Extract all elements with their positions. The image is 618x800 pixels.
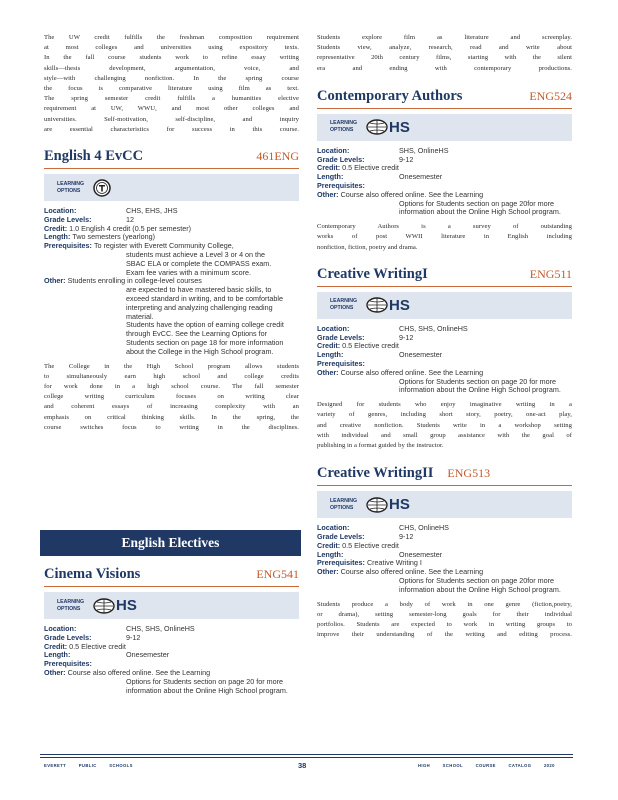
- course-code: 461ENG: [256, 149, 299, 164]
- learning-options-label: LEARNING OPTIONS: [57, 598, 85, 612]
- course-info: Location: CHS, OnlineHS Grade Levels: 9-12 Credit: 0.5 Elective credit Length: Onesemester Prerequisites: Creative Writing I Other: Course also offered online. See the Learning Options for Students section on page 20for more information about the Online High School program.: [317, 523, 561, 594]
- footer-rule: [40, 754, 573, 755]
- learning-options-box: [317, 292, 572, 319]
- course-header: [317, 266, 572, 287]
- course-header: [44, 148, 299, 169]
- course-code: ENG524: [529, 88, 572, 103]
- learning-options-label: LEARNING OPTIONS: [57, 180, 85, 194]
- page-number: 38: [298, 761, 307, 770]
- left-intro-paragraph: The UW credit fulfills the freshman composition requirement at most colleges and universities using expository texts. In the fall course students work to refine essay writing skills—thesis development, argumentation, voice, and style—with challenging nonfiction. In the spring course the focus is comparative literature using film as text. The spring semester credit fulfills a humanities elective requirement at UW, WWU, and most other colleges and universities. Self-motivation, self-discipline, and inquiry are essential characteristics for success in this course.: [44, 34, 299, 133]
- online-hs-label: HS: [389, 296, 410, 314]
- left-column: [44, 33, 299, 433]
- online-globe-icon: [93, 598, 115, 614]
- course-description: Contemporary Authors is a survey of outstanding works of post WWII literature in English including nonfiction, fiction, poetry and drama.: [317, 223, 572, 251]
- online-globe-icon: [366, 119, 388, 135]
- course-info: Location: CHS, SHS, OnlineHS Grade Levels: 9-12 Credit: 0.5 Elective credit Length: Onesemester Prerequisites: Other: Course also offered online. See the Learning Options for Students section on page 20 for more information about the Online High School program.: [44, 624, 288, 695]
- course-code: ENG513: [447, 466, 491, 481]
- footer-rule-thin: [40, 757, 573, 758]
- course-title: English 4 EvCC: [44, 148, 144, 165]
- learning-options-label: LEARNING OPTIONS: [330, 298, 358, 312]
- learning-options-box: [44, 592, 299, 619]
- learning-options-box: [317, 491, 572, 518]
- course-title: Creative WritingII: [317, 465, 434, 482]
- course-code: ENG541: [256, 567, 299, 581]
- online-globe-icon: [366, 497, 388, 513]
- online-hs-label: HS: [116, 597, 137, 614]
- online-globe-icon: [366, 297, 388, 313]
- course-title: Cinema Visions: [44, 566, 141, 582]
- course-info: Location: SHS, OnlineHS Grade Levels: 9-12 Credit: 0.5 Elective credit Length: Onesemester Prerequisites: Other: Course also offered online. See the Learning Options for Students section on page 20for more information about the Online High School program.: [317, 145, 561, 217]
- footer-right: HIGH SCHOOL COURSE CATALOG 2020: [418, 763, 555, 768]
- learning-options-label: LEARNING OPTIONS: [330, 497, 358, 511]
- footer-left: EVERETT PUBLIC SCHOOLS: [44, 763, 133, 768]
- course-contemporary-authors: [317, 88, 572, 253]
- right-column: [317, 33, 572, 640]
- course-creative-writing-1: [317, 266, 572, 451]
- course-title: Creative WritingI: [317, 265, 428, 282]
- course-header: [44, 566, 299, 587]
- cinema-description: Students explore film as literature and screenplay. Students view, analyze, research, read and write about representative 20th century films, starting with the silent era and ending with contemporary productions.: [317, 34, 572, 72]
- course-code: ENG511: [529, 266, 572, 281]
- online-hs-label: HS: [389, 496, 410, 514]
- learning-options-box: [317, 114, 572, 141]
- course-header: [317, 88, 572, 109]
- online-hs-label: HS: [389, 118, 410, 136]
- course-creative-writing-2: [317, 465, 572, 640]
- course-info: Location: CHS, EHS, JHS Grade Levels: 12 Credit: 1.0 English 4 credit (0.5 per semester) Length: Two semesters (yearlong) Prerequisites: To register with Everett Community College, students must achieve a Level 3 or 4 on the SBAC ELA or complete the COMPASS exam. Exam fee varies with a minimum score. Other: Students enrolling in college-level courses are expected to have mastered basic skills, to exceed standard in writing, and to be comfortable interpreting and analyzing challenging reading material. Students have the option of earning college credit through EvCC. See the Learning Options for Students section on page 18 for more information about the College in the High School program.: [44, 206, 284, 356]
- course-english-4-evcc: [44, 148, 299, 433]
- course-header: [317, 465, 572, 486]
- course-info: Location: CHS, SHS, OnlineHS Grade Levels: 9-12 Credit: 0.5 Elective credit Length: Onesemester Prerequisites: Other: Course also offered online. See the Learning Options for Students section on page 20 for more information about the Online High School program.: [317, 323, 561, 395]
- college-in-high-school-icon: [93, 179, 111, 197]
- learning-options-box: [44, 174, 299, 201]
- course-cinema-visions: [44, 566, 299, 695]
- course-description: Students produce a body of work in one genre (fiction,poetry, or drama), setting semester-long goals for their individual portfolios. Students are expected to work in writing groups to improve their understanding of the writing and editing process.: [317, 600, 572, 639]
- course-title: Contemporary Authors: [317, 87, 463, 104]
- learning-options-label: LEARNING OPTIONS: [330, 120, 358, 134]
- course-description: The College in the High School program allows students to simultaneously earn high school and college credits for work done in a high school course. The fall semester college writing curriculum focuses on writing clear and coherent essays of increasing complexity with an emphasis on critical thinking skills. In the spring, the course switches focus to writing in the disciplines.: [44, 362, 299, 431]
- course-description: Designed for students who enjoy imaginative writing in a variety of genres, including short story, poetry, one-act play, and creative nonfiction. Students write in a workshop setting with individual and small group assistance with the goal of publishing in a format guided by the instructor.: [317, 401, 572, 449]
- section-banner: English Electives: [40, 530, 301, 556]
